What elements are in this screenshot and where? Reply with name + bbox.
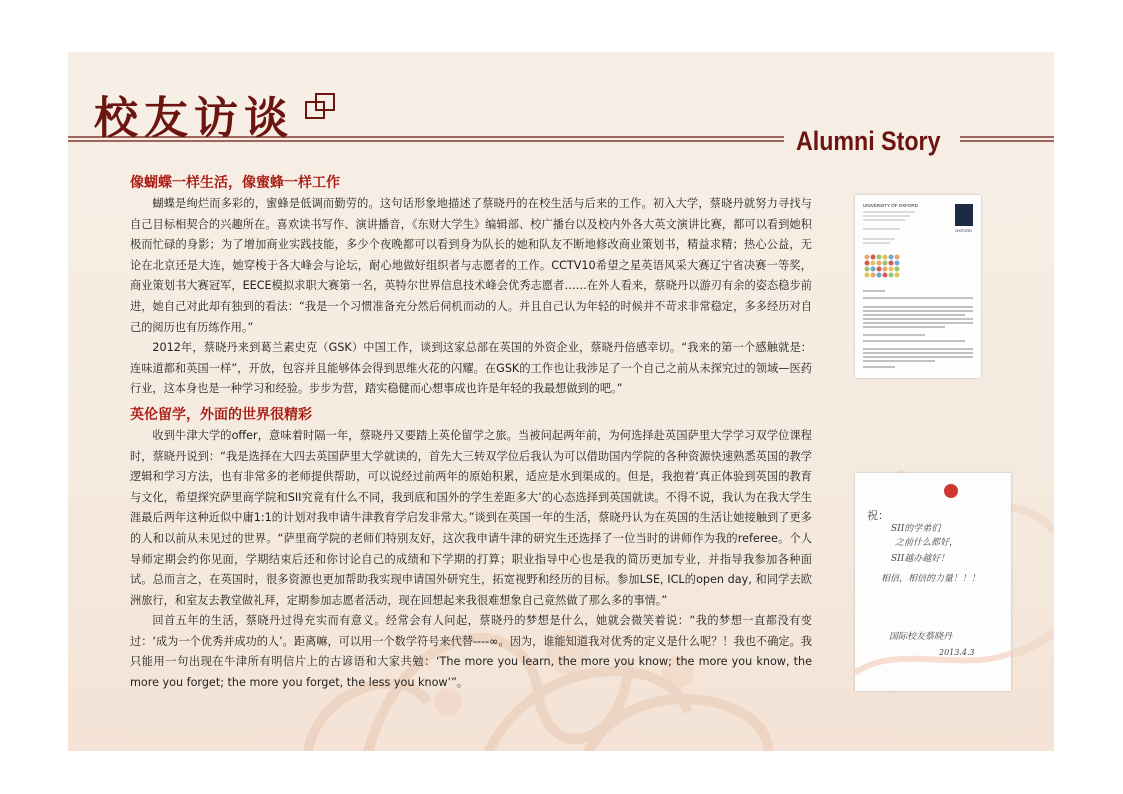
section-subtitle: Alumni Story bbox=[796, 126, 941, 156]
paragraph: 收到牛津大学的offer，意味着时隔一年，蔡晓丹又要踏上英伦留学之旅。当被问起两年前，为何选择赴英国萨里大学学习双学位课程时，蔡晓丹说到：“我是选择在大四去英国萨里大学就读的，首先大三转双学位后我认为可以借助国内学院的各种资源快速熟悉英国的教学逻辑和学习方法，也有非常多的老师提供帮助，可以说经过前两年的原始积累，适应是水到渠成的。但是，我抱着‘真正体验到英国的教育与文化，希望探究萨里商学院和SII究竟有什么不同，我到底和国外的学生差距多大’的心态选择到英国就读。不得不说，我认为在我大学生涯最后两年这种近似中庸1:1的计划对我申请牛津教育学启发非常大。”谈到在英国一年的生活，蔡晓丹认为在英国的生活让她接触到了更多的人和以前从未见过的世界。“萨里商学院的老师们特别友好，这次我申请牛津的研究生还选择了一位当时的讲师作为我的referee。个人导师定期会约你见面，学期结束后还和你讨论自己的成绩和下学期的打算；职业指导中心也是我的简历更加专业，并指导我参加各种面试。总而言之，在英国时，很多资源也更加帮助我实现申请国外研究生，拓宽视野和经历的目标。参加LSE, ICL的open day, 和同学去欧洲旅行，和室友去教堂做礼拜，定期参加志愿者活动，现在回想起来我很难想象自己竟然做了那么多的事情。” bbox=[130, 428, 812, 607]
oxford-crest-icon bbox=[955, 204, 973, 226]
handwritten-card-image bbox=[855, 473, 1011, 691]
card-line: 之前什么都好， bbox=[895, 538, 959, 548]
section-heading: 像蝴蝶一样生活，像蜜蜂一样工作 bbox=[130, 175, 340, 191]
section-heading: 英伦留学，外面的世界很精彩 bbox=[130, 406, 312, 423]
letter-graphic bbox=[855, 195, 981, 378]
card-line: SII越办越好！ bbox=[891, 554, 950, 564]
offer-letter-image bbox=[855, 195, 981, 378]
card-line: SII的学弟们 bbox=[891, 524, 941, 534]
window-squares-icon bbox=[304, 92, 338, 122]
page bbox=[68, 52, 1054, 751]
article-body bbox=[130, 172, 812, 694]
card-logo-icon bbox=[944, 484, 958, 498]
card-line: 相信，相信的力量！！！ bbox=[881, 574, 981, 584]
paragraph: 蝴蝶是绚烂而多彩的，蜜蜂是低调而勤劳的。这句话形象地描述了蔡晓丹的在校生活与后来的工作。初入大学，蔡晓丹就努力寻找与自己目标相契合的兴趣所在。喜欢读书写作、演讲播音，《东财大学生》编辑部、校广播台以及校内外各大英文演讲比赛，都可以看到她积极而忙碌的身影；为了增加商业实践技能，多少个夜晚都可以看到身为队长的她和队友不断地修改商业策划书，精益求精；热心公益，无论在北京还是大连，她穿梭于各大峰会与论坛，耐心地做好组织者与志愿者的工作。CCTV10希望之星英语风采大赛辽宁省决赛一等奖，商业策划书大赛冠军，EECE模拟求职大赛第一名，英特尔世界信息技术峰会优秀志愿者……在外人看来，蔡晓丹以游刃有余的姿态稳步前进，她自己对此却有独到的看法：“我是一个习惯准备充分然后伺机而动的人。并且自己认为年轻的时候并不苛求非常稳定，多多经历对自己的阅历也有历练作用。” bbox=[130, 197, 812, 334]
page-title: 校友访谈 bbox=[94, 93, 294, 144]
card-line: 祝： bbox=[867, 509, 889, 522]
paragraph: 2012年，蔡晓丹来到葛兰素史克（GSK）中国工作，谈到这家总部在英国的外资企业，蔡晓丹倍感幸切。“我来的第一个感触就是：连味道都和英国一样”，开放，包容并且能够体会得到思维火花的闪耀。在GSK的工作也让我涉足了一个自己之前从未探究过的领域—医药行业，这本身也是一种学习和经验。步步为营，踏实稳健而心想事成也许是年轻的我最想做到的吧。” bbox=[130, 341, 812, 396]
card-date: 2013.4.3 bbox=[939, 648, 975, 657]
card-graphic bbox=[855, 473, 1011, 691]
card-signature: 国际校友蔡晓丹 bbox=[889, 632, 953, 642]
letter-crest-text: OXFORD bbox=[955, 228, 973, 233]
letter-org: UNIVERSITY OF OXFORD bbox=[863, 203, 918, 208]
paragraph: 回首五年的生活，蔡晓丹过得充实而有意义。经常会有人问起，蔡晓丹的梦想是什么，她就会微笑着说：“我的梦想一直都没有变过：‘成为一个优秀并成功的人’。距离嘛，可以用一个数学符号来代替----∞。因为，谁能知道我对优秀的定义是什么呢？！我也不确定。我只能用一句出现在牛津所有明信片上的古谚语和大家共勉：‘The more you learn, the more you know; the more you know, the more you forget; the more you forget, the less you know’”。 bbox=[130, 614, 812, 690]
